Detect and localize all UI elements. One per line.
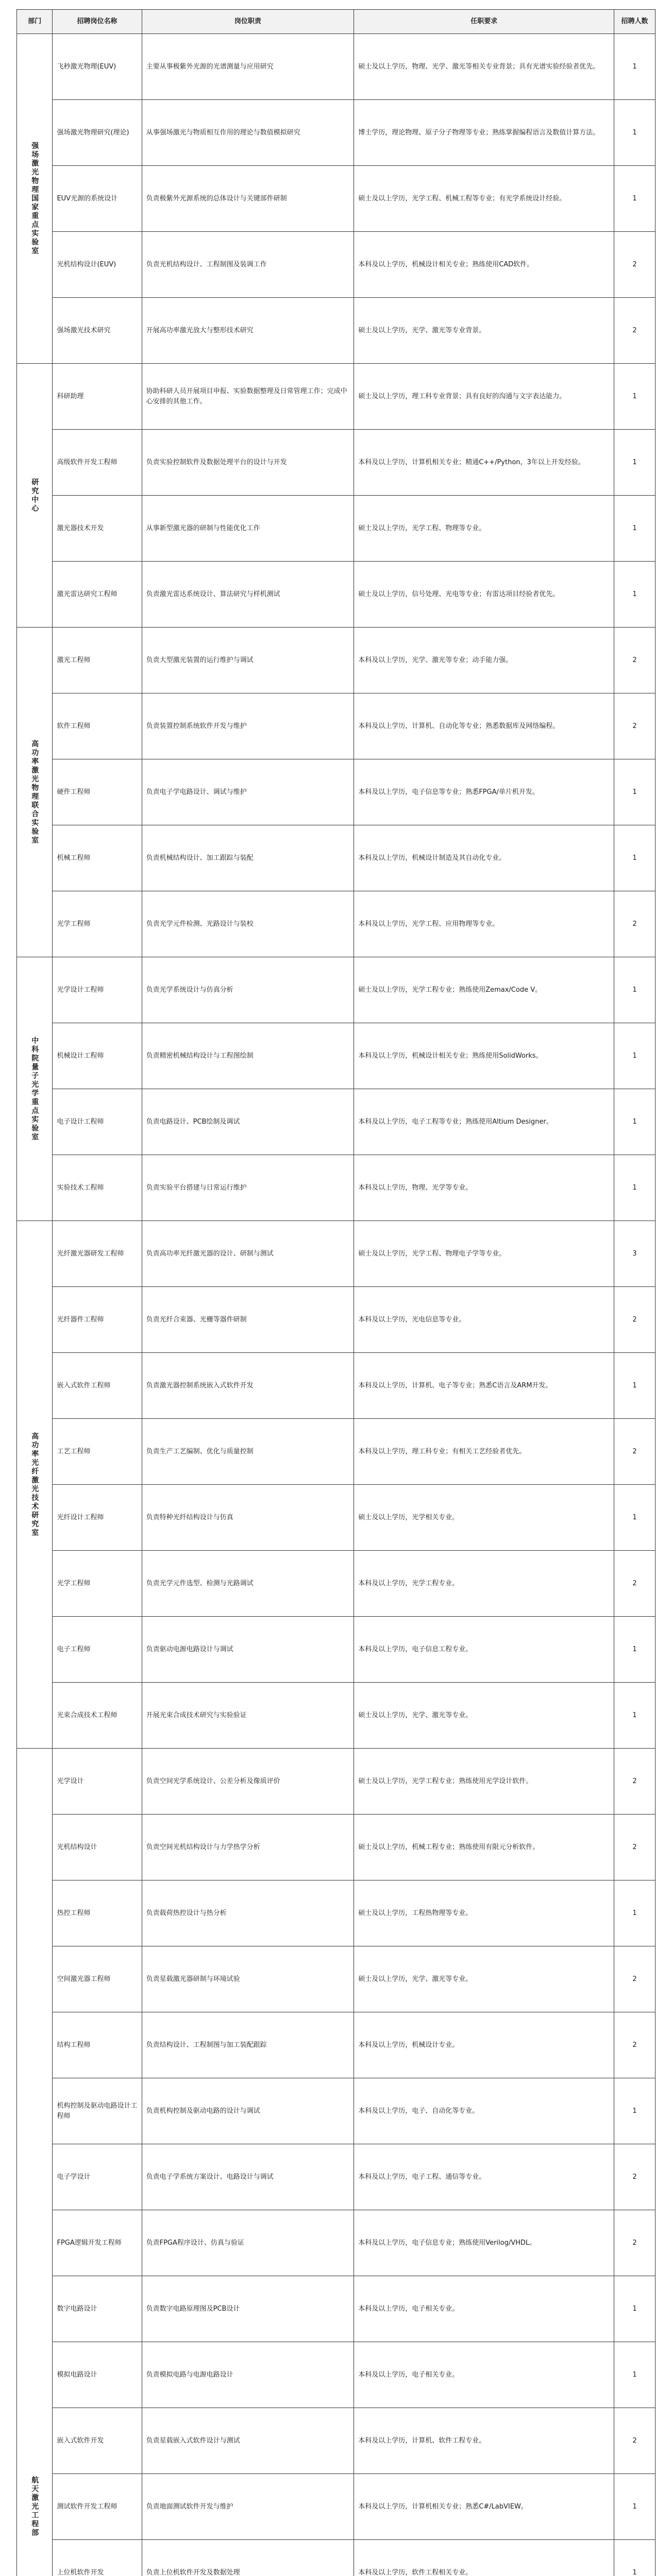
- position-name-cell: 电子设计工程师: [53, 1089, 142, 1155]
- count-cell: 1: [614, 100, 656, 166]
- requirement-cell: 本科及以上学历，机械设计相关专业；熟练使用CAD软件。: [354, 232, 614, 298]
- duty-cell: 负责FPGA程序设计、仿真与验证: [142, 2210, 354, 2276]
- position-name-cell: 强场激光物理研究(理论): [53, 100, 142, 166]
- duty-cell: 负责光学元件选型、检测与光路调试: [142, 1551, 354, 1617]
- duty-cell: 负责光纤合束器、光栅等器件研制: [142, 1287, 354, 1353]
- position-name-cell: 嵌入式软件开发: [53, 2408, 142, 2474]
- table-row: [17, 2276, 656, 2342]
- count-cell: 2: [614, 628, 656, 693]
- count-cell: 2: [614, 1287, 656, 1353]
- duty-cell: 负责生产工艺编制、优化与质量控制: [142, 1419, 354, 1485]
- job-table-page: [16, 9, 656, 2576]
- requirement-cell: 硕士及以上学历，信号处理、光电等专业；有雷达项目经验者优先。: [354, 562, 614, 628]
- count-cell: 2: [614, 891, 656, 957]
- table-row: [17, 1023, 656, 1089]
- duty-cell: 负责大型激光装置的运行维护与调试: [142, 628, 354, 693]
- table-row: [17, 1617, 656, 1683]
- duty-cell: 负责精密机械结构设计与工程图绘制: [142, 1023, 354, 1089]
- requirement-cell: 本科及以上学历，电子信息专业；熟练使用Verilog/VHDL。: [354, 2210, 614, 2276]
- requirement-cell: 硕士及以上学历，光学、激光等专业背景。: [354, 298, 614, 364]
- duty-cell: 负责高功率光纤激光器的设计、研制与测试: [142, 1221, 354, 1287]
- duty-cell: 负责光学系统设计与仿真分析: [142, 957, 354, 1023]
- count-cell: 1: [614, 562, 656, 628]
- requirement-cell: 硕士及以上学历，物理、光学、激光等相关专业背景；具有光谱实验经验者优先。: [354, 34, 614, 100]
- duty-cell: 负责电路设计、PCB绘制及调试: [142, 1089, 354, 1155]
- position-name-cell: 强场激光技术研究: [53, 298, 142, 364]
- requirement-cell: 硕士及以上学历，机械工程专业；熟练使用有限元分析软件。: [354, 1815, 614, 1880]
- requirement-cell: 本科及以上学历，电子信息等专业；熟悉FPGA/单片机开发。: [354, 759, 614, 825]
- position-name-cell: 光学设计工程师: [53, 957, 142, 1023]
- duty-cell: 负责数字电路原理图及PCB设计: [142, 2276, 354, 2342]
- requirement-cell: 博士学历，理论物理、原子分子物理等专业；熟练掌握编程语言及数值计算方法。: [354, 100, 614, 166]
- requirement-cell: 本科及以上学历，光学工程、应用物理等专业。: [354, 891, 614, 957]
- duty-cell: 负责驱动电源电路设计与调试: [142, 1617, 354, 1683]
- position-name-cell: 测试软件开发工程师: [53, 2474, 142, 2540]
- count-cell: 2: [614, 693, 656, 759]
- requirement-cell: 本科及以上学历，电子信息工程专业。: [354, 1617, 614, 1683]
- table-row: [17, 1089, 656, 1155]
- duty-cell: 负责实验平台搭建与日常运行维护: [142, 1155, 354, 1221]
- requirement-cell: 本科及以上学历，机械设计专业。: [354, 2012, 614, 2078]
- table-row: [17, 759, 656, 825]
- table-row: [17, 1353, 656, 1419]
- duty-cell: 从事强场激光与物质相互作用的理论与数值模拟研究: [142, 100, 354, 166]
- requirement-cell: 本科及以上学历，电子工程等专业；熟练使用Altium Designer。: [354, 1089, 614, 1155]
- duty-cell: 负责地面测试软件开发与维护: [142, 2474, 354, 2540]
- table-row: [17, 2210, 656, 2276]
- count-cell: 1: [614, 2276, 656, 2342]
- requirement-cell: 硕士及以上学历，光学工程专业；熟练使用光学设计软件。: [354, 1749, 614, 1815]
- table-row: [17, 825, 656, 891]
- count-cell: 2: [614, 1815, 656, 1880]
- count-cell: 1: [614, 1023, 656, 1089]
- count-cell: 1: [614, 759, 656, 825]
- position-name-cell: 光束合成技术工程师: [53, 1683, 142, 1749]
- requirement-cell: 本科及以上学历，光学工程专业。: [354, 1551, 614, 1617]
- requirement-cell: 本科及以上学历，计算机、软件工程专业。: [354, 2408, 614, 2474]
- duty-cell: 负责激光雷达系统设计、算法研究与样机测试: [142, 562, 354, 628]
- position-name-cell: 激光器技术开发: [53, 496, 142, 562]
- requirement-cell: 本科及以上学历，计算机、自动化等专业；熟悉数据库及网络编程。: [354, 693, 614, 759]
- table-row: [17, 1155, 656, 1221]
- duty-cell: 负责模拟电路与电源电路设计: [142, 2342, 354, 2408]
- count-cell: 1: [614, 1880, 656, 1946]
- duty-cell: 负责装置控制系统软件开发与维护: [142, 693, 354, 759]
- requirement-cell: 硕士及以上学历，光学工程专业；熟练使用Zemax/Code V。: [354, 957, 614, 1023]
- table-row: [17, 1485, 656, 1551]
- table-row: [17, 2078, 656, 2144]
- table-row: [17, 1287, 656, 1353]
- header-count: 招聘人数: [614, 10, 656, 34]
- table-row: [17, 2012, 656, 2078]
- requirement-cell: 本科及以上学历，电子、自动化等专业。: [354, 2078, 614, 2144]
- duty-cell: 协助科研人员开展项目申报、实验数据整理及日常管理工作；完成中心安排的其他工作。: [142, 364, 354, 430]
- requirement-cell: 本科及以上学历，物理、光学等专业。: [354, 1155, 614, 1221]
- duty-cell: 开展高功率激光放大与整形技术研究: [142, 298, 354, 364]
- count-cell: 1: [614, 957, 656, 1023]
- table-row: [17, 1815, 656, 1880]
- table-body: [17, 34, 656, 2576]
- duty-cell: 开展光束合成技术研究与实验验证: [142, 1683, 354, 1749]
- requirement-cell: 本科及以上学历，电子相关专业。: [354, 2276, 614, 2342]
- count-cell: 1: [614, 364, 656, 430]
- table-row: [17, 957, 656, 1023]
- table-row: [17, 1749, 656, 1815]
- requirement-cell: 硕士及以上学历，光学工程、物理等专业。: [354, 496, 614, 562]
- position-name-cell: 电子学设计: [53, 2144, 142, 2210]
- position-name-cell: 飞秒激光物理(EUV): [53, 34, 142, 100]
- duty-cell: 负责电子学系统方案设计、电路设计与调试: [142, 2144, 354, 2210]
- duty-cell: 负责光机结构设计、工程制图及装调工作: [142, 232, 354, 298]
- count-cell: 1: [614, 2474, 656, 2540]
- table-row: [17, 496, 656, 562]
- count-cell: 2: [614, 232, 656, 298]
- position-name-cell: 模拟电路设计: [53, 2342, 142, 2408]
- requirement-cell: 本科及以上学历，光学、激光等专业；动手能力强。: [354, 628, 614, 693]
- requirement-cell: 本科及以上学历，电子相关专业。: [354, 2342, 614, 2408]
- position-name-cell: 光机结构设计(EUV): [53, 232, 142, 298]
- count-cell: 1: [614, 1089, 656, 1155]
- position-name-cell: 光学工程师: [53, 1551, 142, 1617]
- position-name-cell: 激光雷达研究工程师: [53, 562, 142, 628]
- requirement-cell: 本科及以上学历，计算机相关专业；熟悉C#/LabVIEW。: [354, 2474, 614, 2540]
- table-row: [17, 1880, 656, 1946]
- duty-cell: 负责结构设计、工程制图与加工装配跟踪: [142, 2012, 354, 2078]
- duty-cell: 负责极紫外光源系统的总体设计与关键部件研制: [142, 166, 354, 232]
- duty-cell: 负责机构控制及驱动电路的设计与调试: [142, 2078, 354, 2144]
- position-name-cell: 光纤激光器研发工程师: [53, 1221, 142, 1287]
- position-name-cell: 热控工程师: [53, 1880, 142, 1946]
- count-cell: 1: [614, 2342, 656, 2408]
- header-duty: 岗位职责: [142, 10, 354, 34]
- table-row: [17, 34, 656, 100]
- requirement-cell: 本科及以上学历，计算机相关专业；精通C++/Python，3年以上开发经验。: [354, 430, 614, 496]
- table-row: [17, 2408, 656, 2474]
- table-row: [17, 2540, 656, 2576]
- table-row: [17, 628, 656, 693]
- duty-cell: 负责星载激光器研制与环境试验: [142, 1946, 354, 2012]
- duty-cell: 负责特种光纤结构设计与仿真: [142, 1485, 354, 1551]
- position-name-cell: 上位机软件开发: [53, 2540, 142, 2576]
- position-name-cell: 机械工程师: [53, 825, 142, 891]
- position-name-cell: 光学工程师: [53, 891, 142, 957]
- position-name-cell: 数字电路设计: [53, 2276, 142, 2342]
- table-row: [17, 2474, 656, 2540]
- duty-cell: 负责上位机软件开发及数据处理: [142, 2540, 354, 2576]
- duty-cell: 负责光学元件检测、光路设计与装校: [142, 891, 354, 957]
- table-row: [17, 891, 656, 957]
- count-cell: 1: [614, 496, 656, 562]
- position-name-cell: 工艺工程师: [53, 1419, 142, 1485]
- count-cell: 1: [614, 1683, 656, 1749]
- position-name-cell: 光机结构设计: [53, 1815, 142, 1880]
- count-cell: 2: [614, 2012, 656, 2078]
- table-row: [17, 166, 656, 232]
- requirement-cell: 硕士及以上学历，光学工程、机械工程等专业；有光学系统设计经验。: [354, 166, 614, 232]
- duty-cell: 主要从事极紫外光源的光谱测量与应用研究: [142, 34, 354, 100]
- requirement-cell: 硕士及以上学历，光学、激光等专业。: [354, 1946, 614, 2012]
- table-row: [17, 364, 656, 430]
- count-cell: 1: [614, 1617, 656, 1683]
- requirement-cell: 本科及以上学历，机械设计相关专业；熟练使用SolidWorks。: [354, 1023, 614, 1089]
- position-name-cell: 空间激光器工程师: [53, 1946, 142, 2012]
- count-cell: 2: [614, 2210, 656, 2276]
- table-row: [17, 1683, 656, 1749]
- duty-cell: 负责星载嵌入式软件设计与测试: [142, 2408, 354, 2474]
- dept-cell: 高功率光纤激光技术研究室: [17, 1221, 53, 1749]
- table-row: [17, 100, 656, 166]
- position-name-cell: 电子工程师: [53, 1617, 142, 1683]
- duty-cell: 负责实验控制软件及数据处理平台的设计与开发: [142, 430, 354, 496]
- table-row: [17, 562, 656, 628]
- table-row: [17, 430, 656, 496]
- dept-cell: 中科院量子光学重点实验室: [17, 957, 53, 1221]
- count-cell: 2: [614, 1946, 656, 2012]
- position-name-cell: 机械设计工程师: [53, 1023, 142, 1089]
- table-row: [17, 298, 656, 364]
- table-row: [17, 2144, 656, 2210]
- table-row: [17, 2342, 656, 2408]
- requirement-cell: 本科及以上学历，软件工程相关专业。: [354, 2540, 614, 2576]
- dept-cell: 强场激光物理国家重点实验室: [17, 34, 53, 364]
- count-cell: 1: [614, 430, 656, 496]
- position-name-cell: FPGA逻辑开发工程师: [53, 2210, 142, 2276]
- requirement-cell: 本科及以上学历，理工科专业；有相关工艺经验者优先。: [354, 1419, 614, 1485]
- position-name-cell: 实验技术工程师: [53, 1155, 142, 1221]
- duty-cell: 负责空间光机结构设计与力学热学分析: [142, 1815, 354, 1880]
- count-cell: 1: [614, 166, 656, 232]
- count-cell: 1: [614, 825, 656, 891]
- position-name-cell: 结构工程师: [53, 2012, 142, 2078]
- header-requirement: 任职要求: [354, 10, 614, 34]
- table-row: [17, 1221, 656, 1287]
- position-name-cell: 科研助理: [53, 364, 142, 430]
- requirement-cell: 本科及以上学历，计算机、电子等专业；熟悉C语言及ARM开发。: [354, 1353, 614, 1419]
- count-cell: 1: [614, 34, 656, 100]
- count-cell: 2: [614, 298, 656, 364]
- count-cell: 3: [614, 1221, 656, 1287]
- table-row: [17, 1419, 656, 1485]
- position-name-cell: 嵌入式软件工程师: [53, 1353, 142, 1419]
- position-name-cell: 激光工程师: [53, 628, 142, 693]
- requirement-cell: 硕士及以上学历，工程热物理等专业。: [354, 1880, 614, 1946]
- table-header-row: [17, 10, 656, 34]
- requirement-cell: 硕士及以上学历，光学相关专业。: [354, 1485, 614, 1551]
- position-name-cell: 硬件工程师: [53, 759, 142, 825]
- count-cell: 2: [614, 1419, 656, 1485]
- count-cell: 2: [614, 2144, 656, 2210]
- dept-cell: 航天激光工程部: [17, 1749, 53, 2576]
- header-category: 招聘岗位名称: [53, 10, 142, 34]
- count-cell: 1: [614, 2078, 656, 2144]
- duty-cell: 负责机械结构设计、加工跟踪与装配: [142, 825, 354, 891]
- duty-cell: 负责电子学电路设计、调试与维护: [142, 759, 354, 825]
- table-row: [17, 232, 656, 298]
- position-name-cell: 高级软件开发工程师: [53, 430, 142, 496]
- position-name-cell: 光学设计: [53, 1749, 142, 1815]
- requirement-cell: 本科及以上学历，光电信息等专业。: [354, 1287, 614, 1353]
- count-cell: 2: [614, 2408, 656, 2474]
- dept-cell: 研究中心: [17, 364, 53, 628]
- count-cell: 1: [614, 1485, 656, 1551]
- requirement-cell: 硕士及以上学历，光学、激光等专业。: [354, 1683, 614, 1749]
- count-cell: 1: [614, 1155, 656, 1221]
- count-cell: 1: [614, 2540, 656, 2576]
- position-name-cell: 光纤器件工程师: [53, 1287, 142, 1353]
- duty-cell: 负责载荷热控设计与热分析: [142, 1880, 354, 1946]
- requirement-cell: 硕士及以上学历，理工科专业背景；具有良好的沟通与文字表达能力。: [354, 364, 614, 430]
- count-cell: 2: [614, 1551, 656, 1617]
- count-cell: 2: [614, 1749, 656, 1815]
- position-name-cell: 软件工程师: [53, 693, 142, 759]
- requirement-cell: 硕士及以上学历，光学工程、物理电子学等专业。: [354, 1221, 614, 1287]
- table-row: [17, 1551, 656, 1617]
- position-name-cell: EUV光源的系统设计: [53, 166, 142, 232]
- duty-cell: 负责空间光学系统设计、公差分析及像质评价: [142, 1749, 354, 1815]
- job-table: [16, 9, 656, 2576]
- dept-cell: 高功率激光物理联合实验室: [17, 628, 53, 957]
- header-dept: 部门: [17, 10, 53, 34]
- duty-cell: 负责激光器控制系统嵌入式软件开发: [142, 1353, 354, 1419]
- table-row: [17, 1946, 656, 2012]
- table-row: [17, 693, 656, 759]
- requirement-cell: 本科及以上学历，机械设计制造及其自动化专业。: [354, 825, 614, 891]
- position-name-cell: 光纤设计工程师: [53, 1485, 142, 1551]
- count-cell: 1: [614, 1353, 656, 1419]
- requirement-cell: 本科及以上学历，电子工程、通信等专业。: [354, 2144, 614, 2210]
- position-name-cell: 机构控制及驱动电路设计工程师: [53, 2078, 142, 2144]
- duty-cell: 从事新型激光器的研制与性能优化工作: [142, 496, 354, 562]
